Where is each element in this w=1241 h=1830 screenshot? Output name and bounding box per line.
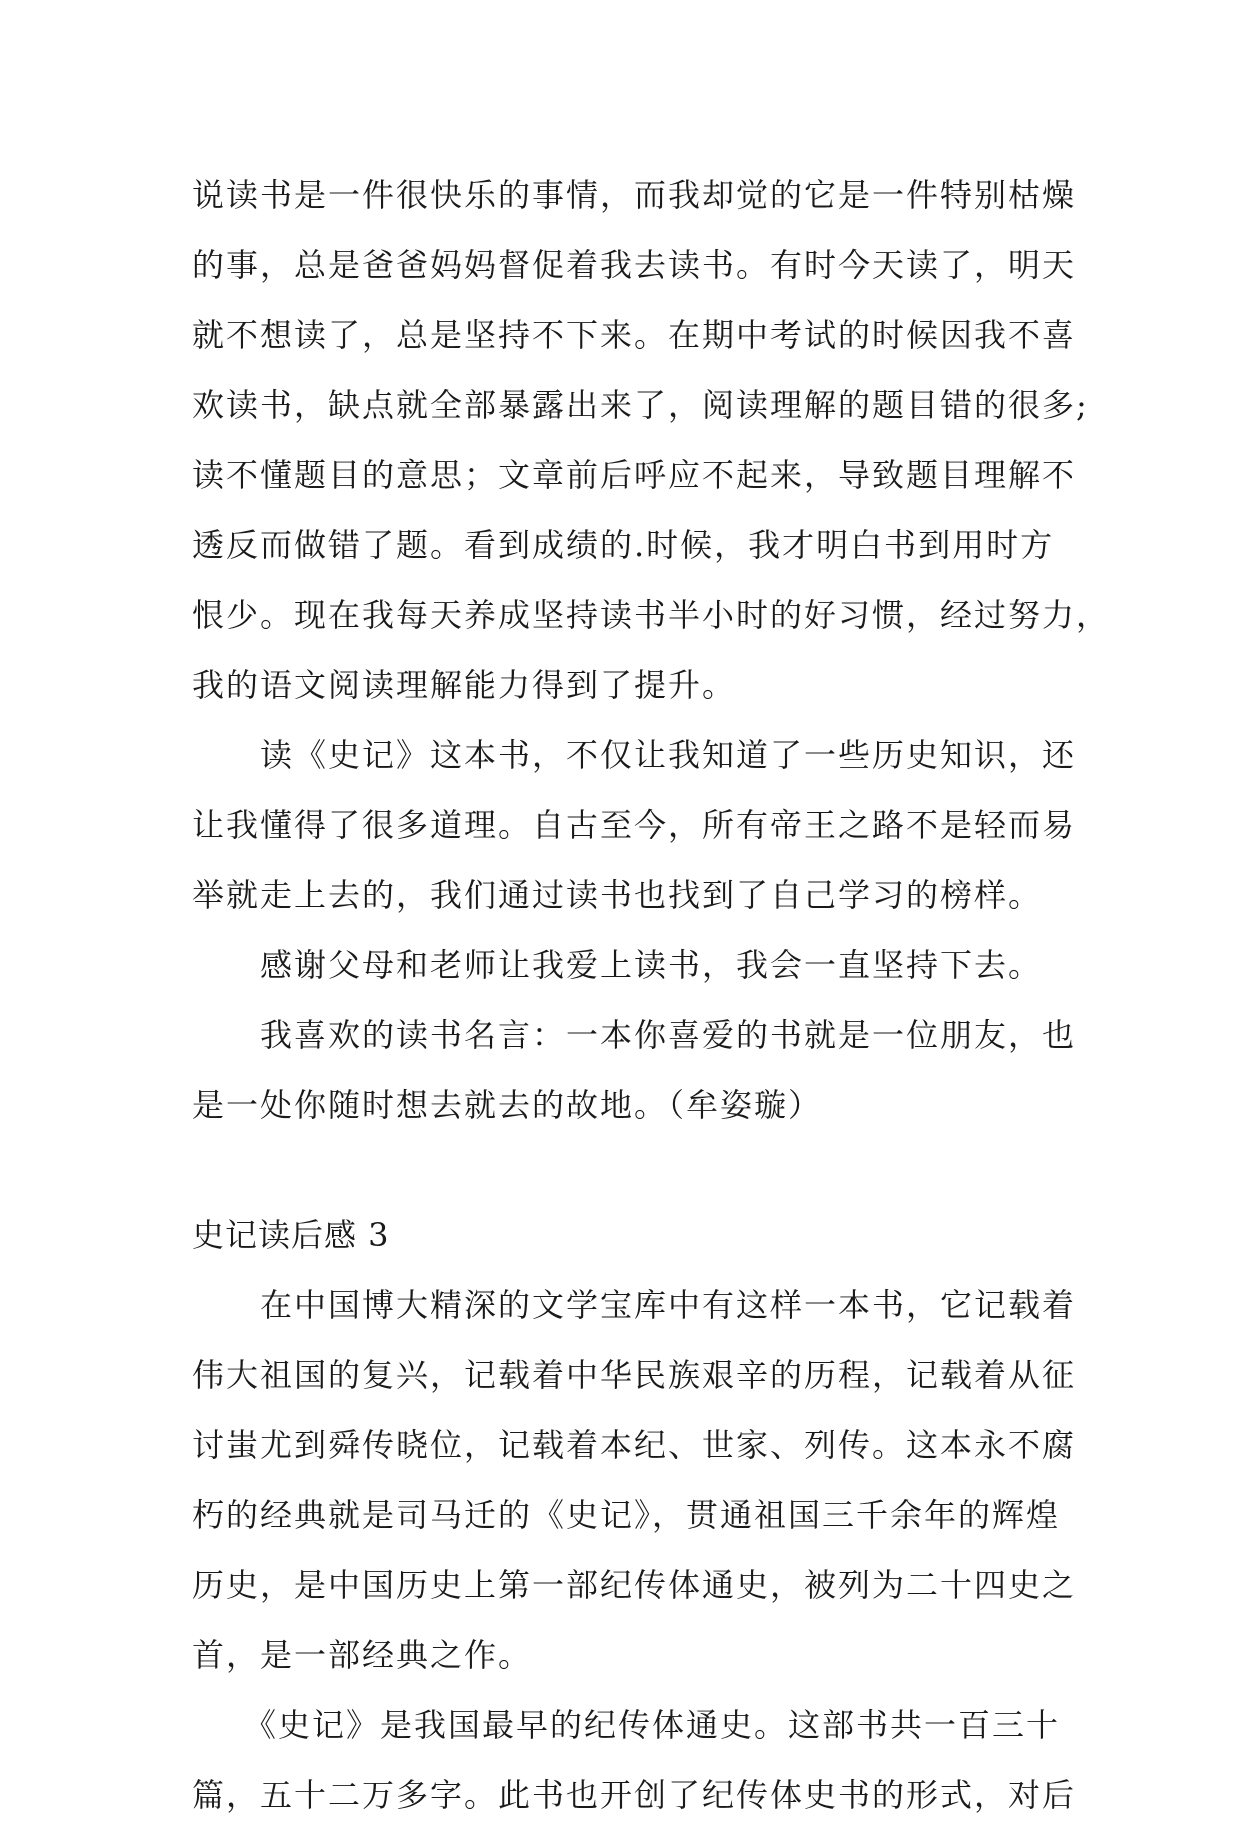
text-line: 在中国博大精深的文学宝库中有这样一本书，它记载着: [192, 1286, 1077, 1324]
text-line: 伟大祖国的复兴，记载着中华民族艰辛的历程，记载着从征: [192, 1356, 1077, 1394]
text-line: 首，是一部经典之作。: [192, 1636, 533, 1674]
text-line: 读《史记》这本书，不仅让我知道了一些历史知识，还: [192, 736, 1077, 774]
section-title: 史记读后感 3: [192, 1216, 390, 1254]
text-line: 我喜欢的读书名言：一本你喜爱的书就是一位朋友，也: [192, 1016, 1077, 1054]
section-spacer: [192, 1140, 1062, 1200]
text-line: 恨少。现在我每天养成坚持读书半小时的好习惯，经过努力，: [192, 596, 1111, 634]
text-line: 的事，总是爸爸妈妈督促着我去读书。有时今天读了，明天: [192, 246, 1077, 284]
text-line: 我的语文阅读理解能力得到了提升。: [192, 666, 737, 704]
text-line: 欢读书，缺点就全部暴露出来了，阅读理解的题目错的很多;: [192, 386, 1089, 424]
text-line: 《史记》是我国最早的纪传体通史。这部书共一百三十: [192, 1706, 1061, 1744]
text-line: 篇，五十二万多字。此书也开创了纪传体史书的形式，对后: [192, 1776, 1077, 1814]
text-line: 讨蚩尤到舜传晓位，记载着本纪、世家、列传。这本永不腐: [192, 1426, 1077, 1464]
text-line: 说读书是一件很快乐的事情，而我却觉的它是一件特别枯燥: [192, 176, 1077, 214]
text-line: 透反而做错了题。看到成绩的.时候，我才明白书到用时方: [192, 526, 1055, 564]
text-line: 历史，是中国历史上第一部纪传体通史，被列为二十四史之: [192, 1566, 1077, 1604]
text-line: 读不懂题目的意思；文章前后呼应不起来，导致题目理解不: [192, 456, 1077, 494]
text-line: 是一处你随时想去就去的故地。（牟姿璇）: [192, 1086, 823, 1124]
text-line: 感谢父母和老师让我爱上读书，我会一直坚持下去。: [192, 946, 1043, 984]
document-body: [192, 160, 1111, 1830]
text-line: 举就走上去的，我们通过读书也找到了自己学习的榜样。: [192, 876, 1043, 914]
text-line: 让我懂得了很多道理。自古至今，所有帝王之路不是轻而易: [192, 806, 1077, 844]
text-line: 就不想读了，总是坚持不下来。在期中考试的时候因我不喜: [192, 316, 1077, 354]
text-line: 朽的经典就是司马迁的《史记》，贯通祖国三千余年的辉煌: [192, 1496, 1061, 1534]
